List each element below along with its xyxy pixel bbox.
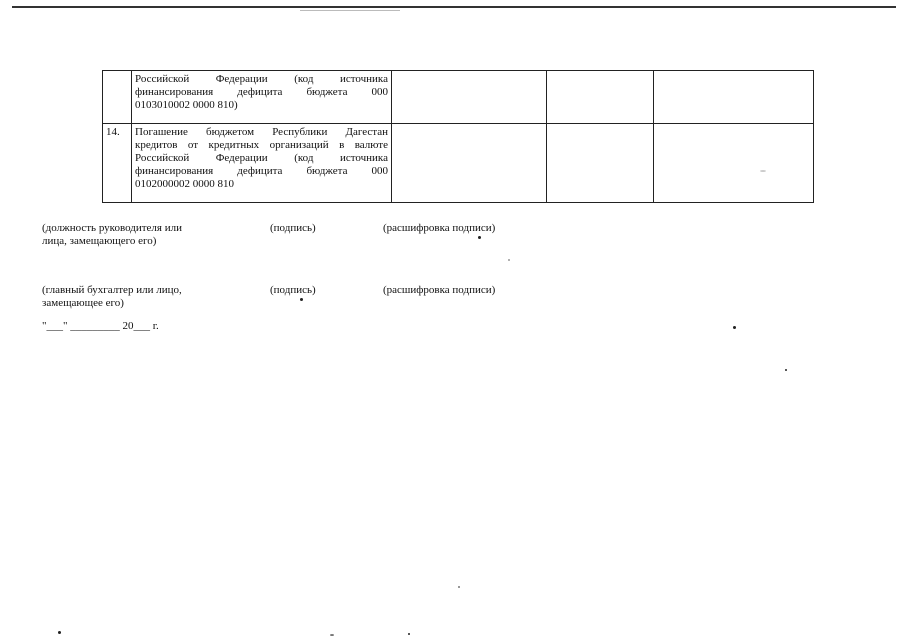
description-line: 0103010002 0000 810) [135, 99, 238, 111]
row-description-cell [132, 124, 392, 203]
value-cell-b [547, 71, 654, 124]
description-line: Погашение бюджетом Республики Дагестан [135, 126, 388, 138]
head-position-label-cont: лица, замещающего его) [42, 235, 157, 247]
scan-speck [785, 369, 787, 371]
row-number-cell: 14. [103, 124, 132, 203]
head-decoding-label: (расшифровка подписи) [383, 222, 496, 234]
description-line: Российской Федерации (код источника [135, 152, 388, 164]
accountant-position-label: (главный бухгалтер или лицо, [42, 284, 182, 296]
scan-speck [408, 633, 410, 635]
scan-speck [300, 298, 303, 301]
scan-speck [508, 259, 510, 261]
head-position-label: (должность руководителя или [42, 222, 182, 234]
row-number-cell [103, 71, 132, 124]
head-signature-label: (подпись) [270, 222, 316, 234]
description-line: кредитов от кредитных организаций в валюте [135, 139, 388, 151]
description-line: финансирования дефицита бюджета 000 [135, 165, 388, 177]
faint-scan-line [300, 10, 400, 11]
scan-speck [58, 631, 61, 634]
accountant-decoding-label: (расшифровка подписи) [383, 284, 496, 296]
date-line: "___" _________ 20___ г. [42, 320, 159, 332]
accountant-position-label-cont: замещающее его) [42, 297, 124, 309]
value-cell-b [547, 124, 654, 203]
value-cell-a [392, 71, 547, 124]
row-description-cell [132, 71, 392, 124]
table-row [103, 124, 814, 203]
value-cell-a [392, 124, 547, 203]
accountant-signature-label: (подпись) [270, 284, 316, 296]
description-line: Российской Федерации (код источника [135, 73, 388, 85]
scan-speck [760, 170, 766, 172]
description-line: 0102000002 0000 810 [135, 178, 234, 190]
scan-speck [478, 236, 481, 239]
scan-speck [330, 634, 334, 636]
financing-sources-table [102, 70, 814, 203]
value-cell-c [654, 124, 814, 203]
value-cell-c [654, 71, 814, 124]
table-row [103, 71, 814, 124]
scan-speck [733, 326, 736, 329]
description-line: финансирования дефицита бюджета 000 [135, 86, 388, 98]
scan-speck [458, 586, 460, 588]
top-border-line [12, 6, 896, 8]
